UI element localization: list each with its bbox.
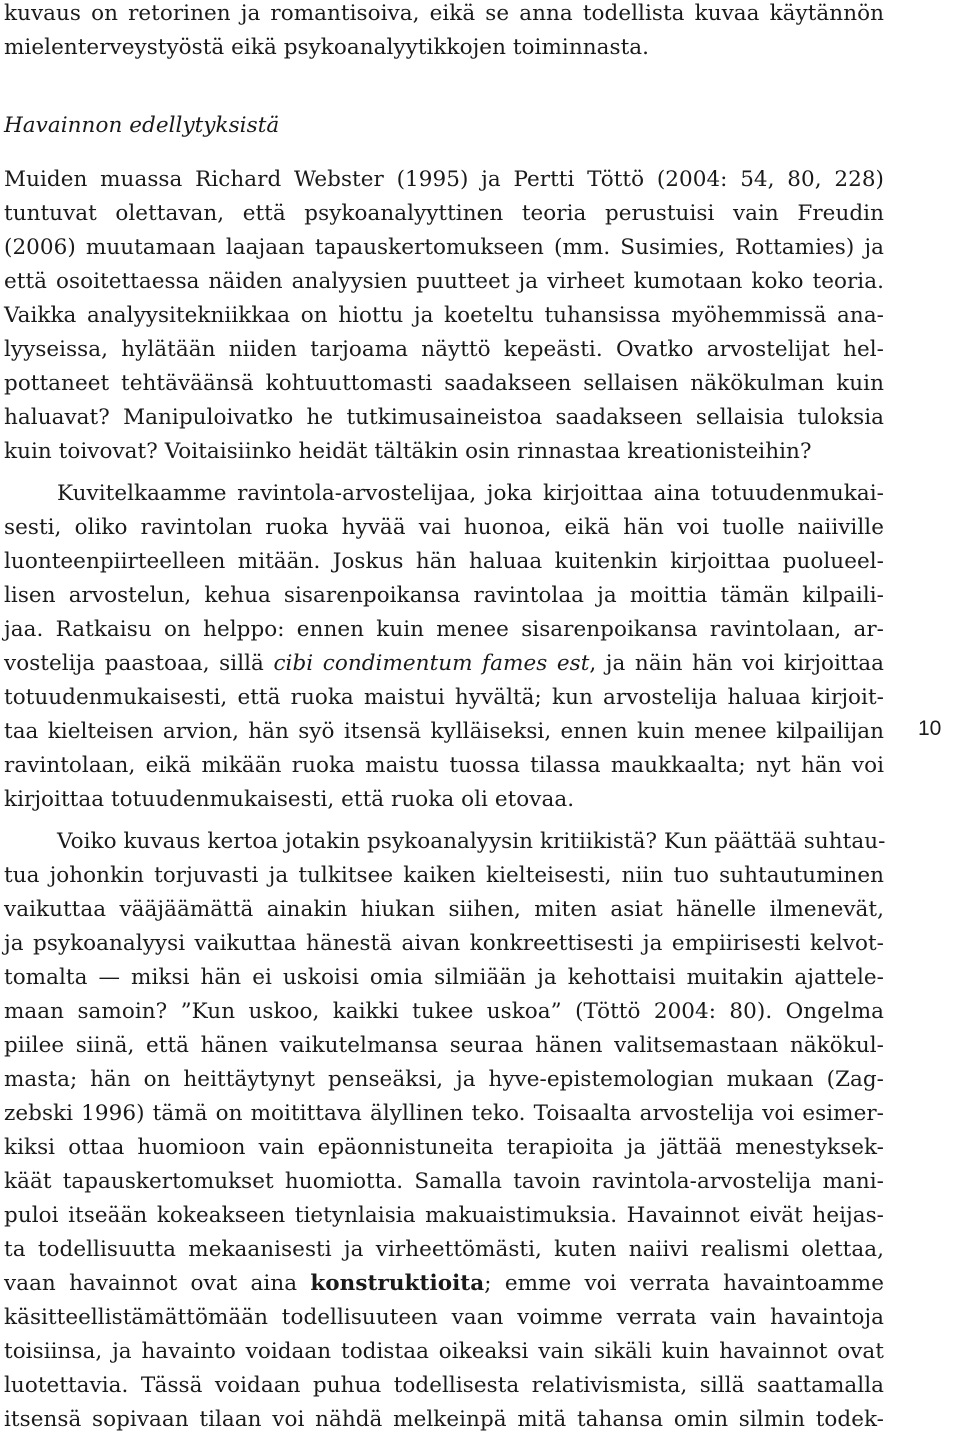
text-line: pottaneet tehtäväänsä kohtuuttomasti saadakseen sellaisen näkökulman kuin [4, 371, 884, 396]
text-line: käät tapauskertomukset huomiotta. Samalla tavoin ravintola-arvostelija mani- [4, 1169, 884, 1194]
text-line: kiksi ottaa huomioon vain epäonnistuneita terapioita ja jättää menestyksek- [4, 1135, 884, 1160]
text-line: puloi itseään kokeakseen tietynlaisia makuaistimuksia. Havainnot eivät heijas- [4, 1203, 884, 1228]
text-line: toisiinsa, ja havainto voidaan todistaa oikeaksi vain sikäli kuin havainnot ovat [4, 1339, 884, 1364]
text-line: Muiden muassa Richard Webster (1995) ja Pertti Töttö (2004: 54, 80, 228) [4, 167, 884, 192]
text-line: tomalta — miksi hän ei uskoisi omia silmiään ja kehottaisi muitakin ajattele- [4, 965, 884, 990]
text-run: ; emme voi verrata havaintoamme [484, 1271, 884, 1296]
text-line: sesti, oliko ravintolan ruoka hyvää vai huonoa, eikä hän voi tuolle naiiville [4, 515, 884, 540]
text-line: taa kielteisen arvion, hän syö itsensä kylläiseksi, ennen kuin menee kilpailijan [4, 719, 884, 744]
text-line: haluavat? Manipuloivatko he tutkimusaineistoa saadakseen sellaisia tuloksia [4, 405, 884, 430]
text-run: , ja näin hän voi kirjoittaa [589, 651, 884, 676]
text-run: vaan havainnot ovat aina [4, 1271, 311, 1296]
text-line: luonteenpiirteelleen mitään. Joskus hän haluaa kuitenkin kirjoittaa puolueel- [4, 549, 884, 574]
text-line: kuin toivovat? Voitaisiinko heidät tältäkin osin rinnastaa kreationisteihin? [4, 439, 812, 464]
text-line: itsensä sopivaan tilaan voi nähdä melkeinpä mitä tahansa omin silmin todek- [4, 1407, 884, 1432]
text-line: (2006) muutamaan laajaan tapauskertomukseen (mm. Susimies, Rottamies) ja [4, 235, 884, 260]
text-line: kirjoittaa totuudenmukaisesti, että ruoka oli etovaa. [4, 787, 575, 812]
text-line: Kuvitelkaamme ravintola-arvostelijaa, joka kirjoittaa aina totuudenmukai- [57, 481, 884, 506]
text-line [4, 1267, 884, 1301]
text-line: piilee siinä, että hänen vaikutelmansa seuraa hänen valitsemastaan näkökul- [4, 1033, 884, 1058]
text-line: lisen arvostelun, kehua sisarenpoikansa ravintolaa ja moittia tämän kilpaili- [4, 583, 884, 608]
latin-phrase: cibi condimentum fames est [273, 651, 590, 676]
text-line: Vaikka analyysitekniikkaa on hiottu ja koeteltu tuhansissa myöhemmissä ana- [4, 303, 884, 328]
bold-term: konstruktioita [310, 1271, 485, 1296]
text-line: Voiko kuvaus kertoa jotakin psykoanalyysin kritiikistä? Kun päättää suhtau- [57, 829, 886, 854]
text-line: että osoitettaessa näiden analyysien puutteet ja virheet kumotaan koko teoria. [4, 269, 884, 294]
text-line: tua johonkin torjuvasti ja tulkitsee kaiken kielteisesti, niin tuo suhtautuminen [4, 863, 884, 888]
text-line: mielenterveystyöstä eikä psykoanalyytikkojen toiminnasta. [4, 35, 650, 60]
page-number: 10 [918, 717, 942, 740]
text-line: maan samoin? ”Kun uskoo, kaikki tukee uskoa” (Töttö 2004: 80). Ongelma [4, 999, 884, 1024]
text-line: zebski 1996) tämä on moitittava älyllinen teko. Toisaalta arvostelija voi esimer- [4, 1101, 884, 1126]
text-run: vostelija paastoaa, sillä [4, 651, 274, 676]
text-line: lyyseissa, hylätään niiden tarjoama näyttö kepeästi. Ovatko arvostelijat hel- [4, 337, 884, 362]
text-line: jaa. Ratkaisu on helppo: ennen kuin menee sisarenpoikansa ravintolaan, ar- [4, 617, 884, 642]
text-line: ravintolaan, eikä mikään ruoka maistu tuossa tilassa maukkaalta; nyt hän voi [4, 753, 884, 778]
text-line: käsitteellistämättömään todellisuuteen vaan voimme verrata vain havaintoja [4, 1305, 884, 1330]
text-line: kuvaus on retorinen ja romantisoiva, eikä se anna todellista kuvaa käytännön [4, 1, 884, 26]
text-line: tuntuvat olettavan, että psykoanalyyttinen teoria perustuisi vain Freudin [4, 201, 884, 226]
text-line: totuudenmukaisesti, että ruoka maistui hyvältä; kun arvostelija haluaa kirjoit- [4, 685, 884, 710]
text-line: masta; hän on heittäytynyt penseäksi, ja hyve-epistemologian mukaan (Zag- [4, 1067, 884, 1092]
text-line: ta todellisuutta mekaanisesti ja virheettömästi, kuten naiivi realismi olettaa, [4, 1237, 884, 1262]
text-line: luotettavia. Tässä voidaan puhua todellisesta relativismista, sillä saattamalla [4, 1373, 884, 1398]
text-line [4, 647, 884, 681]
text-line: ja psykoanalyysi vaikuttaa hänestä aivan konkreettisesti ja empiirisesti kelvot- [4, 931, 884, 956]
section-heading: Havainnon edellytyksistä [4, 113, 280, 138]
text-line: vaikuttaa vääjäämättä ainakin hiukan siihen, miten asiat hänelle ilmenevät, [4, 897, 884, 922]
